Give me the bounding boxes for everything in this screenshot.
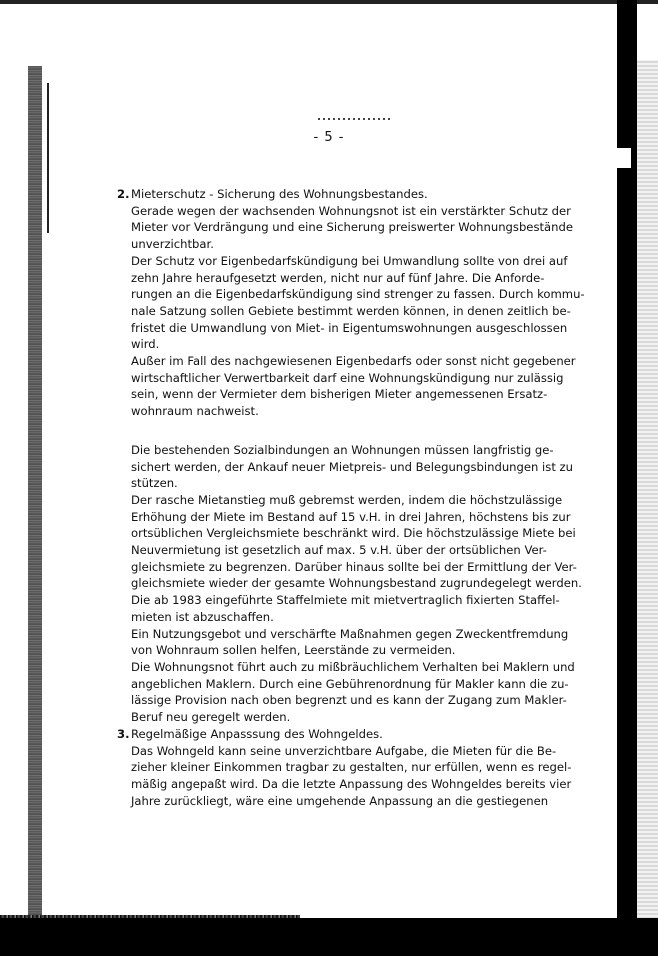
text-line: Neuvermietung ist gesetzlich auf max. 5 v.H. über der ortsüblichen Ver- xyxy=(131,543,547,558)
text-line: Die ab 1983 eingeführte Staffelmiete mit mietvertraglich fixierten Staffel- xyxy=(131,593,560,608)
text-line: Außer im Fall des nachgewiesenen Eigenbedarfs oder sonst nicht gegebener xyxy=(131,354,576,369)
text-line: gleichsmiete wieder der gesamte Wohnungsbestand zugrundegelegt werden. xyxy=(131,576,582,591)
text-line: Der rasche Mietanstieg muß gebremst werden, indem die höchstzulässige xyxy=(131,492,563,507)
scan-left-rule xyxy=(47,83,49,233)
text-line: Gerade wegen der wachsenden Wohnungsnot ist ein verstärkter Schutz der xyxy=(131,203,571,218)
text-line: Der Schutz vor Eigenbedarfskündigung bei Umwandlung sollte von drei auf xyxy=(131,253,568,268)
text-line: sichert werden, der Ankauf neuer Mietpreis- und Belegungsbindungen ist zu xyxy=(131,459,573,474)
scan-right-page-edge xyxy=(637,60,658,920)
text-line: Ein Nutzungsgebot und verschärfte Maßnahmen gegen Zweckentfremdung xyxy=(131,626,569,641)
text-line: Die Wohnungsnot führt auch zu mißbräuchlichem Verhalten bei Maklern und xyxy=(131,659,575,674)
text-line: rungen an die Eigenbedarfskündigung sind strenger zu fassen. Durch kommu- xyxy=(131,287,585,302)
paragraph xyxy=(131,442,573,492)
paragraph xyxy=(131,659,575,726)
header-dotted-mark xyxy=(318,118,393,120)
text-line: Beruf neu geregelt werden. xyxy=(131,710,291,725)
section-title: Mieterschutz - Sicherung des Wohnungsbestandes. xyxy=(131,187,428,201)
text-line: zehn Jahre heraufgesetzt werden, nicht nur auf fünf Jahre. Die Anforde- xyxy=(131,270,545,285)
text-line: Mieter vor Verdrängung und eine Sicherung preiswerter Wohnungsbestände xyxy=(131,220,573,235)
section-3 xyxy=(117,726,572,810)
paragraph-gap xyxy=(131,420,557,442)
paragraph xyxy=(131,353,576,420)
text-line: Das Wohngeld kann seine unverzichtbare Aufgabe, die Mieten für die Be- xyxy=(131,743,557,758)
text-line: wirtschaftlicher Verwertbarkeit darf eine Wohnungskündigung nur zulässig xyxy=(131,370,564,385)
text-line: wird. xyxy=(131,337,160,352)
text-line: Erhöhung der Miete im Bestand auf 15 v.H. in drei Jahren, höchstens bis zur xyxy=(131,509,571,524)
scan-right-notch xyxy=(617,148,631,168)
text-line: Jahre zurückliegt, wäre eine umgehende Anpassung an die gestiegenen xyxy=(131,793,549,808)
section-title: Regelmäßige Anpasssung des Wohngeldes. xyxy=(131,726,383,741)
paragraph xyxy=(131,626,569,659)
text-line: gleichsmiete zu begrenzen. Darüber hinaus sollte bei der Ermittlung der Ver- xyxy=(131,559,577,574)
text-line: fristet die Umwandlung von Miet- in Eigentumswohnungen ausgeschlossen xyxy=(131,320,568,335)
text-line: von Wohnraum sollen helfen, Leerstände zu vermeiden. xyxy=(131,643,456,658)
text-line: mäßig angepaßt wird. Da die letzte Anpassung des Wohngeldes bereits vier xyxy=(131,776,572,791)
text-line: sein, wenn der Vermieter dem bisherigen Mieter angemessenen Ersatz- xyxy=(131,387,548,402)
text-line: zieher kleiner Einkommen tragbar zu gestalten, nur erfüllen, wenn es regel- xyxy=(131,760,572,775)
text-line: angeblichen Maklern. Durch eine Gebührenordnung für Makler kann die zu- xyxy=(131,676,569,691)
document-body xyxy=(117,186,585,809)
text-line: wohnraum nachweist. xyxy=(131,404,259,419)
text-line: stützen. xyxy=(131,476,178,491)
page-number: - 5 - xyxy=(313,130,345,145)
text-line: lässige Provision nach oben begrenzt und es kann der Zugang zum Makler- xyxy=(131,693,567,708)
section-2 xyxy=(117,186,585,726)
text-line: unverzichtbar. xyxy=(131,237,214,252)
text-line: Die bestehenden Sozialbindungen an Wohnungen müssen langfristig ge- xyxy=(131,442,554,457)
paragraph xyxy=(131,253,585,353)
text-line: nale Satzung sollen Gebiete bestimmt werden können, in denen zeitlich be- xyxy=(131,303,571,318)
paragraph xyxy=(131,492,582,626)
section-number: 2. xyxy=(117,187,130,201)
scan-top-border xyxy=(0,0,658,4)
section-number: 3. xyxy=(117,726,130,741)
text-line: mieten ist abzuschaffen. xyxy=(131,609,274,624)
paragraph xyxy=(131,743,572,810)
scan-bottom-border xyxy=(0,918,658,956)
paragraph xyxy=(131,203,573,253)
scan-left-shadow xyxy=(28,66,42,926)
text-line: ortsüblichen Vergleichsmiete beschränkt wird. Die höchstzulässige Miete bei xyxy=(131,526,576,541)
